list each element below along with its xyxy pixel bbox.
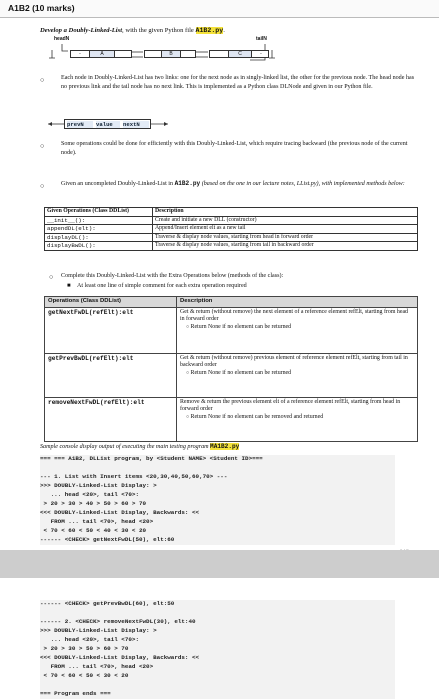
table1-desc: Create and initiate a new DLL (constructor) [153,216,418,225]
bullet-3-marker: ○ [40,182,45,190]
node-c [209,50,269,58]
bullet-4-subtext: At least one line of simple comment for each extra operation required [77,283,247,289]
table2-op: getPrevBwDL(refElt):elt [45,353,177,397]
head-label: headN [54,36,70,42]
extra-operations-table [44,296,418,442]
return-bullet: ○ [186,371,190,377]
table2-desc-cell [177,353,418,397]
table1-desc: Traverse & display node values, starting from tail in backward order [153,242,418,251]
sample-caption-text: Sample console display output of executing the main testing program [40,444,211,450]
bullet-1-marker: ○ [40,76,45,84]
table1-op: appendDL(elt): [45,225,153,234]
console-line: === === A1B2, DLList program, by <Student NAME> <Student ID>=== [40,455,263,462]
node-a-value: A [89,51,115,57]
field-nextn: nextN [123,121,149,128]
console-line: FROM ... tail <70>, head <20> [40,518,154,525]
table1-header [45,208,418,217]
table1-header-op: Given Operations (Class DDList) [45,208,153,217]
console-line: FROM ... tail <70>, head <20> [40,663,154,670]
console-line: > 20 > 30 > 50 > 60 > 70 [40,645,129,652]
given-operations-table [44,207,418,251]
field-prevn: prevN [67,121,93,128]
console-line: ------ <CHECK> getPrevBwDL(60), elt:50 [40,600,175,607]
table2-return-line [180,370,414,378]
bullet-2-text: Some operations could be done for efficiently with this Doubly-Linked-List, which require tracing backward (the previous node of the current node). [61,141,408,156]
table-row [45,233,418,242]
table2-return: Return None if no element can be returned [190,324,292,331]
table1-desc: Traverse & display node values, starting from head in forward order [153,233,418,242]
table2-header-desc: Description [177,297,418,308]
table-row [45,397,418,441]
return-bullet: ○ [186,415,190,421]
console-line: < 70 < 60 < 50 < 40 < 30 < 20 [40,527,147,534]
table2-desc-cell [177,307,418,353]
table2-op: removeNextFwDL(refElt):elt [45,397,177,441]
table2-desc: Get & return (without remove) the next element of a reference element refElt, starting from head in forward order [180,308,409,323]
table2-return: Return None if no element can be returned [190,370,292,377]
console-line: <<< DOUBLY-Linked-List Display, Backwards: << [40,509,200,516]
table2-return-line [180,324,414,332]
console-line: --- 1. List with Insert items <20,30,40,50,60,70> --- [40,473,228,480]
table-row [45,353,418,397]
intro-middle: , with the given Python file [122,27,196,34]
bullet-3-part-a: Given an uncompleted Doubly-Linked-List in [61,181,175,187]
console-line [40,464,395,473]
bullet-4-marker: ○ [49,273,54,281]
sub-bullet-marker: ■ [67,283,71,289]
return-bullet: ○ [186,325,190,331]
table1-op: displayBwDL(): [45,242,153,251]
console-line: ... head <20>, tail <70>: [40,636,139,643]
console-line: > 20 > 30 > 40 > 50 > 60 > 70 [40,500,147,507]
node-c-next: - [260,51,262,57]
node-b [144,50,196,58]
console-line: ... head <20>, tail <70>: [40,491,139,498]
console-line: >>> DOUBLY-Linked-List Display: > [40,482,157,489]
console-line: === Program ends === [40,690,111,697]
intro-line [40,27,225,36]
table1-desc: Append/Insert element elt as a new tail [153,225,418,234]
table-row [45,216,418,225]
table1-header-desc: Description [153,208,418,217]
field-value: value [96,121,120,128]
node-a [70,50,132,58]
page-title: A1B2 (10 marks) [8,3,75,13]
console-line: ------ <CHECK> getNextFwDL(50), elt:60 [40,536,175,543]
table2-desc: Remove & return the previous element elt of a reference element refElt, starting from head in forward order [180,398,401,413]
table-row [45,307,418,353]
console-output-2 [40,600,395,699]
bullet-1-text: Each node in Doubly-Linked-List has two links: one for the next node as in singly-linked list, the other for the previous node. The head node has no previous link and the tail node has no next link. This is implemented as a Python class DLNode and given in our Python file. [61,75,415,90]
table-row [45,225,418,234]
bullet-3-text [61,180,416,189]
page-header [0,0,439,18]
table1-op: __init__(): [45,216,153,225]
node-structure [48,119,168,129]
table2-op: getNextFwDL(refElt):elt [45,307,177,353]
bullet-3-file: A1B2.py [174,180,201,187]
node-b-value: B [161,51,181,57]
bullet-3-part-b: (based on the one in our lecture notes, LList.py), with implemented methods below: [200,181,405,187]
table1-op: displayDL(): [45,233,153,242]
table2-header [45,297,418,308]
table-row [45,242,418,251]
console-line [40,681,395,690]
table2-return: Return None if no element can be removed and returned [190,414,324,421]
bullet-2-marker: ○ [40,142,45,150]
console-line: <<< DOUBLY-Linked-List Display, Backwards: << [40,654,200,661]
sample-caption [40,443,410,452]
console-output-1 [40,455,395,545]
intro-file: A1B2.py [195,27,224,34]
intro-prefix: Develop a Doubly-Linked-List [40,27,123,34]
console-line [40,609,395,618]
linked-list-diagram [40,36,400,66]
table2-desc: Get & return (without remove) previous element of reference element refElt, starting from tail in backward order [180,354,408,369]
node-fields [64,119,151,129]
intro-suffix: . [223,27,225,34]
sample-caption-file: MA1B2.py [210,443,240,450]
bullet-4-text: Complete this Doubly-Linked-List with the Extra Operations below (methods of the class): [61,273,284,279]
table2-header-op: Operations (Class DDList) [45,297,177,308]
table2-desc-cell [177,397,418,441]
console-line: ------ 2. <CHECK> removeNextFwDL(30), elt:40 [40,618,196,625]
table2-return-line [180,414,414,422]
console-line: >>> DOUBLY-Linked-List Display: > [40,627,157,634]
tail-label: tailN [256,36,267,42]
node-c-value: C [228,51,252,57]
console-line: < 70 < 60 < 50 < 30 < 20 [40,672,129,679]
page-gap [0,550,439,578]
node-a-prev: - [79,51,81,57]
